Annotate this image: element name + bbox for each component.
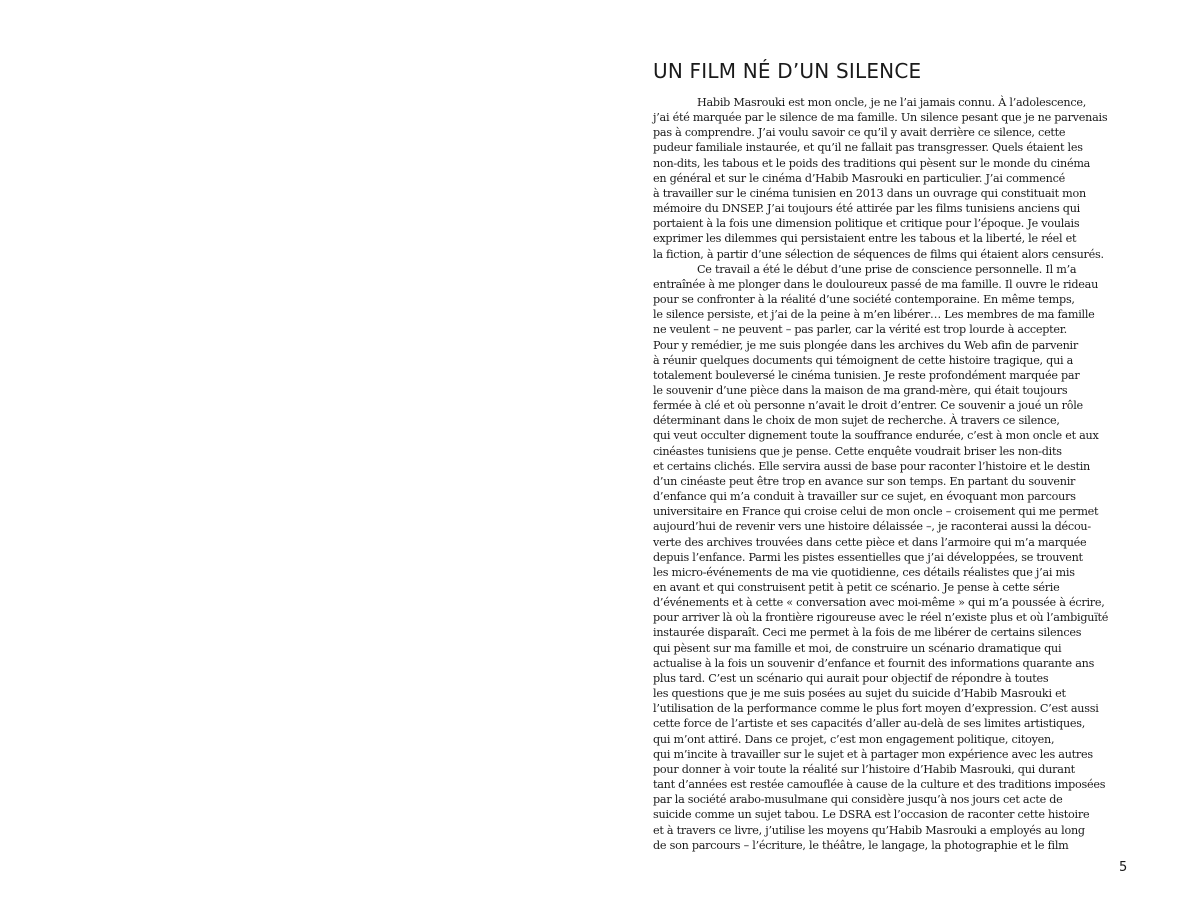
text-line: universitaire en France qui croise celui de mon oncle – croisement qui me permet [653,505,1099,519]
text-line: les micro-événements de ma vie quotidienne, ces détails réalistes que j’ai mis [653,565,1075,579]
text-line: d’événements et à cette « conversation avec moi-même » qui m’a poussée à écrire, [653,596,1105,610]
text-line: et à travers ce livre, j’utilise les moyens qu’Habib Masrouki a employés au long [653,823,1085,837]
text-line: tant d’années est restée camouflée à cause de la culture et des traditions imposées [653,778,1106,792]
text-line: qui pèsent sur ma famille et moi, de construire un scénario dramatique qui [653,641,1062,655]
text-line: les questions que je me suis posées au sujet du suicide d’Habib Masrouki et [653,687,1066,701]
text-line: totalement bouleversé le cinéma tunisien. Je reste profondément marquée par [653,368,1080,382]
text-line: à travailler sur le cinéma tunisien en 2013 dans un ouvrage qui constituait mon [653,186,1086,200]
text-line: entraînée à me plonger dans le douloureux passé de ma famille. Il ouvre le rideau [653,277,1099,291]
text-line: Pour y remédier, je me suis plongée dans les archives du Web afin de parvenir [653,338,1078,352]
text-line: exprimer les dilemmes qui persistaient entre les tabous et la liberté, le réel et [653,232,1077,246]
text-line: à réunir quelques documents qui témoignent de cette histoire tragique, qui a [653,353,1074,367]
text-line: suicide comme un sujet tabou. Le DSRA est l’occasion de raconter cette histoire [653,808,1090,822]
text-line: Habib Masrouki est mon oncle, je ne l’ai jamais connu. À l’adolescence, [697,96,1087,109]
text-line: non-dits, les tabous et le poids des traditions qui pèsent sur le monde du cinéma [653,156,1091,170]
text-line: j’ai été marquée par le silence de ma famille. Un silence pesant que je ne parvenais [653,111,1108,125]
text-line: aujourd’hui de revenir vers une histoire délaissée –, je raconterai aussi la décou- [653,520,1091,534]
text-line: instaurée disparaît. Ceci me permet à la fois de me libérer de certains silences [653,626,1082,640]
text-line: en général et sur le cinéma d’Habib Masrouki en particulier. J’ai commencé [653,171,1065,185]
text-line: pudeur familiale instaurée, et qu’il ne fallait pas transgresser. Quels étaient les [653,141,1083,155]
body-text [653,95,1123,853]
text-line: pour donner à voir toute la réalité sur l’histoire d’Habib Masrouki, qui durant [653,762,1075,776]
text-line: cinéastes tunisiens que je pense. Cette enquête voudrait briser les non-dits [653,444,1062,458]
text-line: pas à comprendre. J’ai voulu savoir ce qu’il y avait derrière ce silence, cette [653,126,1066,140]
text-line: plus tard. C’est un scénario qui aurait pour objectif de répondre à toutes [653,671,1049,685]
text-line: fermée à clé et où personne n’avait le droit d’entrer. Ce souvenir a joué un rôle [653,399,1083,413]
text-line: depuis l’enfance. Parmi les pistes essentielles que j’ai développées, se trouvent [653,550,1083,564]
chapter-heading: UN FILM NÉ D’UN SILENCE [653,59,922,83]
text-line: qui veut occulter dignement toute la souffrance endurée, c’est à mon oncle et aux [653,429,1099,443]
text-line: cette force de l’artiste et ses capacités d’aller au-delà de ses limites artistiques, [653,717,1086,731]
text-line: pour se confronter à la réalité d’une société contemporaine. En même temps, [653,293,1075,307]
text-line: qui m’incite à travailler sur le sujet et à partager mon expérience avec les autres [653,747,1093,761]
text-line: verte des archives trouvées dans cette pièce et dans l’armoire qui m’a marquée [653,535,1087,549]
text-line: portaient à la fois une dimension politique et critique pour l’époque. Je voulais [653,217,1080,231]
page-number: 5 [1119,860,1128,875]
text-line: mémoire du DNSEP. J’ai toujours été attirée par les films tunisiens anciens qui [653,202,1080,216]
text-line: d’un cinéaste peut être trop en avance sur son temps. En partant du souvenir [653,474,1076,488]
text-line: de son parcours – l’écriture, le théâtre, le langage, la photographie et le film [653,838,1069,852]
text-line: et certains clichés. Elle servira aussi de base pour raconter l’histoire et le destin [653,459,1091,473]
text-line: ne veulent – ne peuvent – pas parler, car la vérité est trop lourde à accepter. [653,323,1067,337]
text-line: en avant et qui construisent petit à petit ce scénario. Je pense à cette série [653,581,1060,594]
text-line: qui m’ont attiré. Dans ce projet, c’est mon engagement politique, citoyen, [653,732,1055,746]
text-line: actualise à la fois un souvenir d’enfance et fournit des informations quarante ans [653,656,1095,670]
text-line: Ce travail a été le début d’une prise de conscience personnelle. Il m’a [697,262,1077,276]
text-line: pour arriver là où la frontière rigoureuse avec le réel n’existe plus et où l’ambiguïté [653,611,1109,625]
text-line: déterminant dans le choix de mon sujet de recherche. À travers ce silence, [653,414,1060,428]
text-line: l’utilisation de la performance comme le plus fort moyen d’expression. C’est aussi [653,702,1099,716]
text-line: le silence persiste, et j’ai de la peine à m’en libérer… Les membres de ma famille [653,308,1095,322]
text-line: d’enfance qui m’a conduit à travailler sur ce sujet, en évoquant mon parcours [653,490,1076,504]
text-line: la fiction, à partir d’une sélection de séquences de films qui étaient alors censurés. [653,247,1104,261]
text-line: le souvenir d’une pièce dans la maison de ma grand-mère, qui était toujours [653,383,1068,397]
text-line: par la société arabo-musulmane qui considère jusqu’à nos jours cet acte de [653,793,1063,807]
